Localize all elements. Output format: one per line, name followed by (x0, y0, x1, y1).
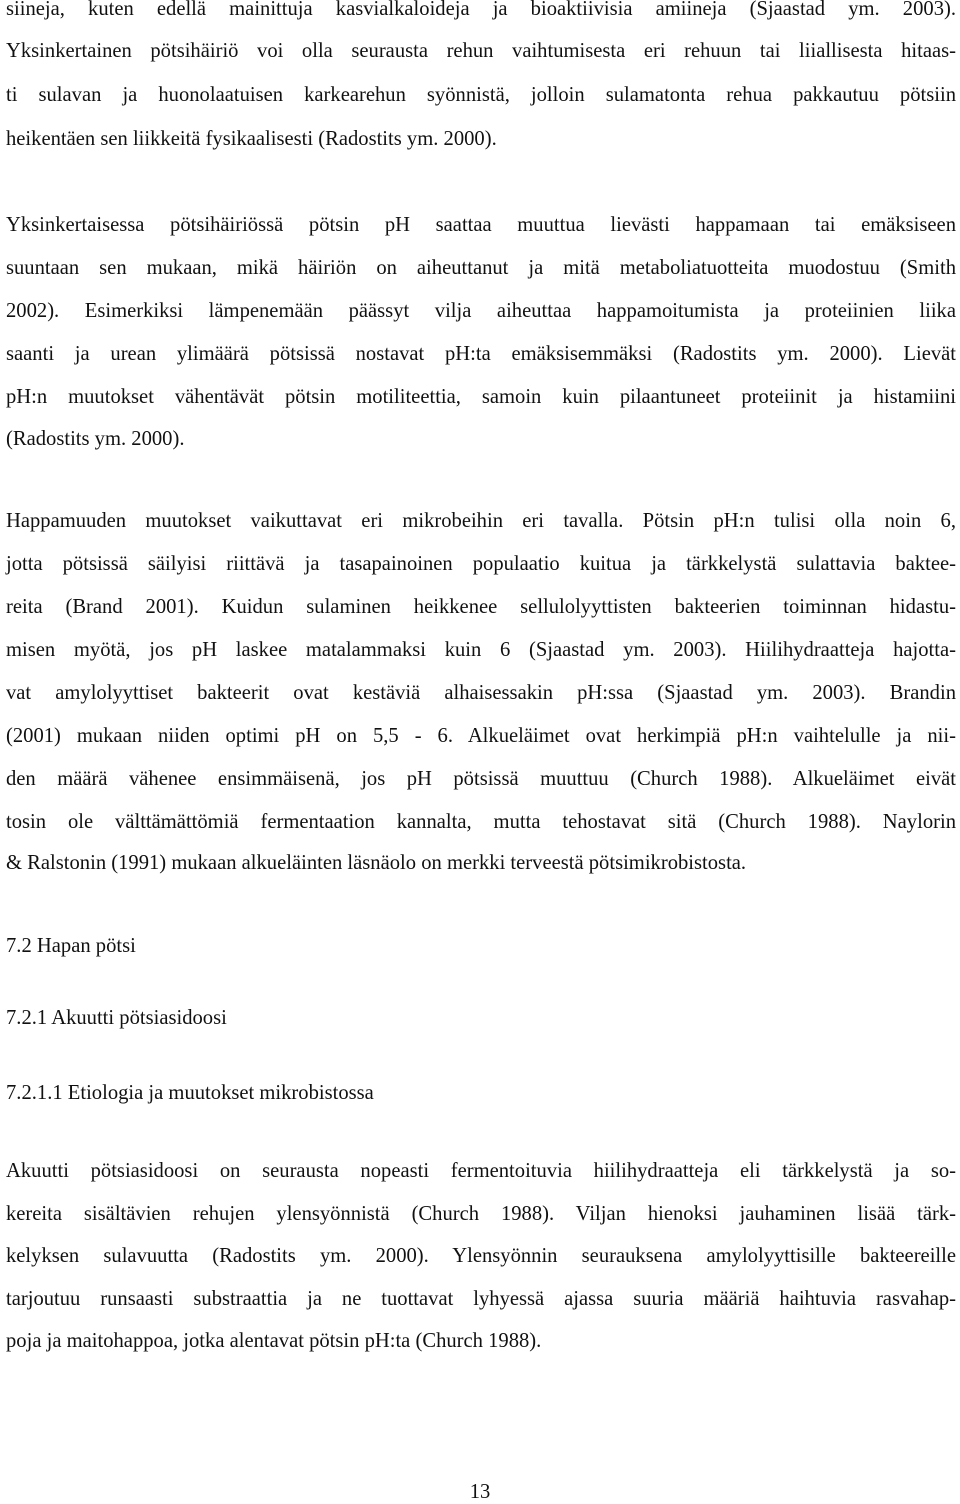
text-line: Happamuuden muutokset vaikuttavat eri mikrobeihin eri tavalla. Pötsin pH:n tulisi olla noin 6, (6, 510, 956, 532)
text-line: Yksinkertainen pötsihäiriö voi olla seurausta rehun vaihtumisesta eri rehuun tai liiallisesta hitaas- (6, 40, 956, 62)
text-line: tosin ole välttämättömiä fermentaation kannalta, mutta tehostavat sitä (Church 1988). Naylorin (6, 811, 956, 833)
text-line: (2001) mukaan niiden optimi pH on 5,5 - 6. Alkueläimet ovat herkimpiä pH:n vaihtelulle ja nii- (6, 725, 956, 747)
text-line: Yksinkertaisessa pötsihäiriössä pötsin pH saattaa muuttua lievästi happamaan tai emäksiseen (6, 214, 956, 236)
text-line: pH:n muutokset vähentävät pötsin motiliteettia, samoin kuin pilaantuneet proteiinit ja histamiini (6, 386, 956, 408)
text-line: kereita sisältävien rehujen ylensyönnistä (Church 1988). Viljan hienoksi jauhaminen lisää tärk- (6, 1203, 956, 1225)
text-line: 2002). Esimerkiksi lämpenemään päässyt vilja aiheuttaa happamoitumista ja proteiinien liika (6, 300, 956, 322)
text-line: siineja, kuten edellä mainittuja kasvialkaloideja ja bioaktiivisia amiineja (Sjaastad ym. 2003). (6, 0, 956, 20)
text-line: vat amylolyyttiset bakteerit ovat kestäviä alhaisessakin pH:ssa (Sjaastad ym. 2003). Brandin (6, 682, 956, 704)
text-line: saanti ja urean ylimäärä pötsissä nostavat pH:ta emäksisemmäksi (Radostits ym. 2000). Lievät (6, 343, 956, 365)
section-heading-7-2: 7.2 Hapan pötsi (6, 935, 136, 957)
text-line: (Radostits ym. 2000). (6, 428, 185, 450)
text-line: tarjoutuu runsaasti substraattia ja ne tuottavat lyhyessä ajassa suuria määriä haihtuvia rasvahap- (6, 1288, 956, 1310)
text-line: reita (Brand 2001). Kuidun sulaminen heikkenee sellulolyyttisten bakteerien toiminnan hidastu- (6, 596, 956, 618)
text-line: & Ralstonin (1991) mukaan alkueläinten läsnäolo on merkki terveestä pötsimikrobistosta. (6, 852, 747, 874)
text-line: misen myötä, jos pH laskee matalammaksi kuin 6 (Sjaastad ym. 2003). Hiilihydraatteja hajotta- (6, 639, 956, 661)
text-line: heikentäen sen liikkeitä fysikaalisesti (Radostits ym. 2000). (6, 128, 497, 150)
section-heading-7-2-1-1: 7.2.1.1 Etiologia ja muutokset mikrobistossa (6, 1082, 374, 1104)
text-line: jotta pötsissä säilyisi riittävä ja tasapainoinen populaatio kuitua ja tärkkelystä sulattavia baktee- (6, 553, 956, 575)
section-heading-7-2-1: 7.2.1 Akuutti pötsiasidoosi (6, 1007, 227, 1029)
text-line: ti sulavan ja huonolaatuisen karkearehun syönnistä, jolloin sulamatonta rehua pakkautuu pötsiin (6, 84, 956, 106)
text-line: kelyksen sulavuutta (Radostits ym. 2000). Ylensyönnin seurauksena amylolyyttisille bakteereille (6, 1245, 956, 1267)
text-line: den määrä vähenee ensimmäisenä, jos pH pötsissä muuttuu (Church 1988). Alkueläimet eivät (6, 768, 956, 790)
text-line: suuntaan sen mukaan, mikä häiriön on aiheuttanut ja mitä metaboliatuotteita muodostuu (Smith (6, 257, 956, 279)
page-number: 13 (469, 1481, 491, 1503)
text-line: Akuutti pötsiasidoosi on seurausta nopeasti fermentoituvia hiilihydraatteja eli tärkkelystä ja so- (6, 1160, 956, 1182)
text-line: poja ja maitohappoa, jotka alentavat pötsin pH:ta (Church 1988). (6, 1330, 542, 1352)
